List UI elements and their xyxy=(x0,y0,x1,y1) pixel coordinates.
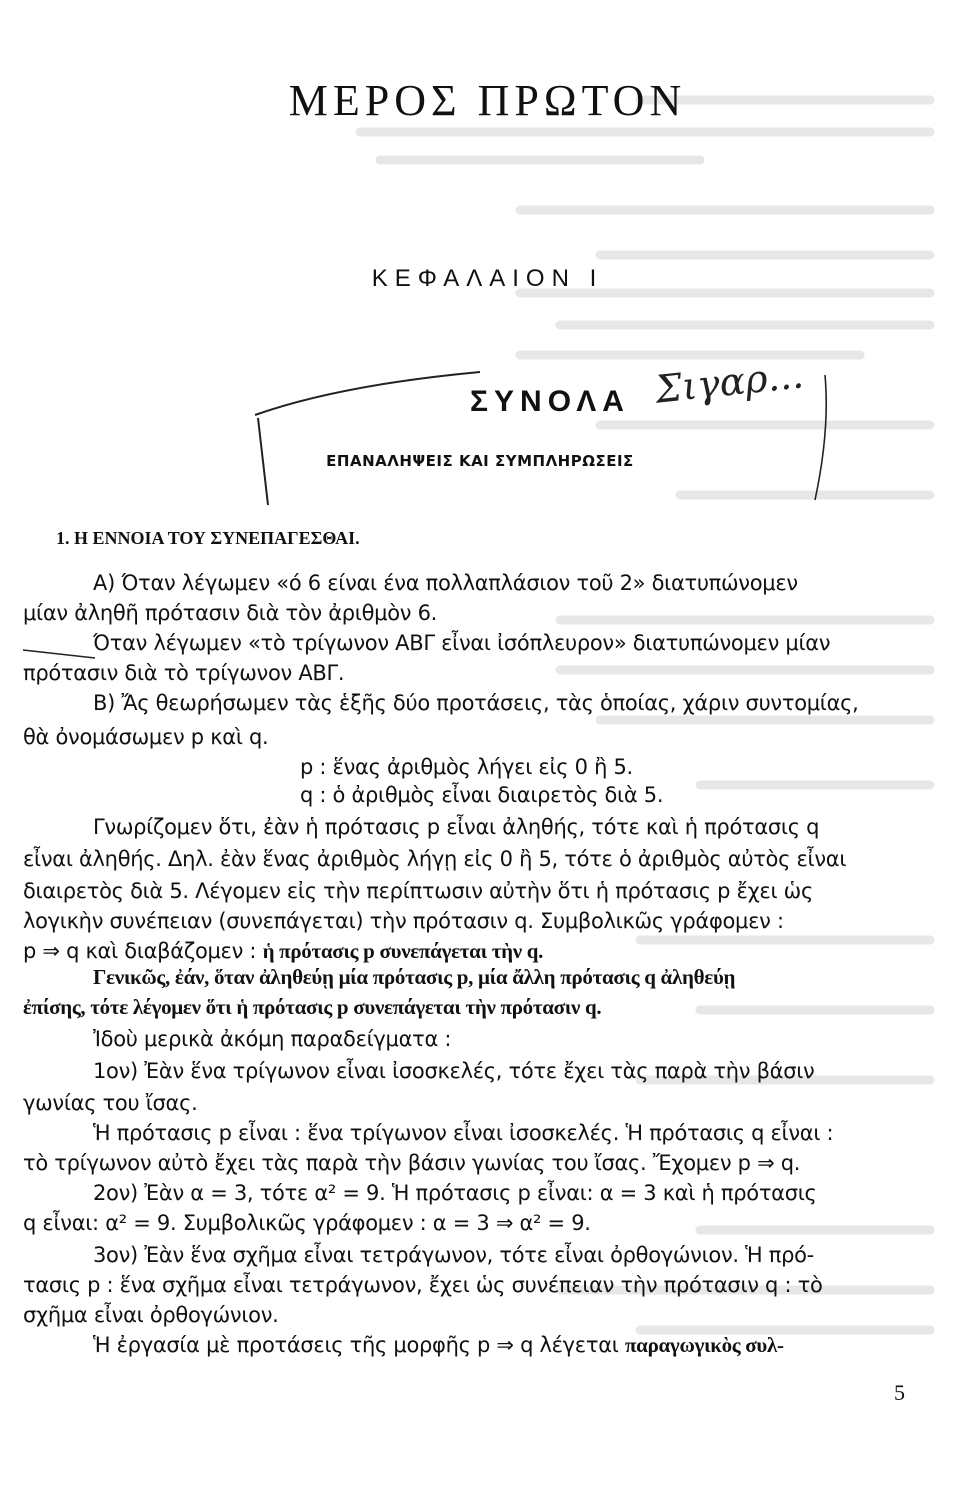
body-line: 2ον) Ἐὰν α = 3, τότε α² = 9. Ἡ πρότασις p εἶναι: α = 3 καὶ ἡ πρότασις xyxy=(93,1181,817,1205)
body-line: A) Όταν λέγωμεν «ό 6 είναι ένα πολλαπλάσιον τοῦ 2» διατυπώνομεν xyxy=(93,571,798,595)
body-text: p ⇒ q καὶ διαβάζομεν : xyxy=(23,939,263,963)
body-line-bold: Γενικῶς, ἐάν, ὅταν ἀληθεύῃ μία πρότασις p, μία ἄλλη πρότασις q ἀληθεύῃ xyxy=(93,965,736,989)
handwritten-note-text: Σιγαρ... xyxy=(653,352,806,412)
body-line: p : ἕνας ἀριθμὸς λήγει εἰς 0 ἢ 5. xyxy=(300,755,633,779)
body-line: εἶναι ἀληθής. Δηλ. ἐὰν ἕνας ἀριθμὸς λήγῃ εἰς 0 ἢ 5, τότε ὁ ἀριθμὸς αὐτὸς εἶναι xyxy=(23,847,847,871)
body-line: Ἰδοὺ μερικὰ ἀκόμη παραδείγματα : xyxy=(93,1027,452,1051)
body-line: θὰ ὀνομάσωμεν p καὶ q. xyxy=(23,725,269,749)
body-line: Ἡ πρότασις p εἶναι : ἕνα τρίγωνον εἶναι ἰσοσκελές. Ἡ πρότασις q εἶναι : xyxy=(93,1121,834,1145)
body-line: μίαν ἀληθῆ πρότασιν διὰ τὸν ἀριθμὸν 6. xyxy=(23,601,438,625)
body-line: 3ον) Ἐὰν ἕνα σχῆμα εἶναι τετράγωνον, τότε εἶναι ὀρθογώνιον. Ἡ πρό- xyxy=(93,1243,814,1267)
emphasis-text: παραγωγικὸς συλ- xyxy=(624,1333,784,1357)
body-line: q εἶναι: α² = 9. Συμβολικῶς γράφομεν : α = 3 ⇒ α² = 9. xyxy=(23,1211,591,1235)
body-line: λογικὴν συνέπειαν (συνεπάγεται) τὴν πρότασιν q. Συμβολικῶς γράφομεν : xyxy=(23,909,784,933)
body-line: Γνωρίζομεν ὅτι, ἐὰν ἡ πρότασις p εἶναι ἀληθής, τότε καὶ ἡ πρότασις q xyxy=(93,815,820,839)
chapter-title: ΚΕΦΑΛΑΙΟΝ Ι xyxy=(371,265,604,292)
body-line: γωνίας του ἴσας. xyxy=(23,1091,198,1115)
subsection-title: ΕΠΑΝΑΛΗΨΕΙΣ ΚΑΙ ΣΥΜΠΛΗΡΩΣΕΙΣ xyxy=(326,452,634,470)
emphasis-text: ἡ πρότασις p συνεπάγεται τὴν q. xyxy=(262,939,544,963)
body-text: Ἡ ἐργασία μὲ προτάσεις τῆς μορφῆς p ⇒ q λέγεται xyxy=(93,1333,625,1357)
body-line: τασις p : ἕνα σχῆμα εἶναι τετράγωνον, ἔχει ὡς συνέπειαν τὴν πρότασιν q : τὸ xyxy=(23,1273,823,1297)
body-line: 1ον) Ἐὰν ἕνα τρίγωνον εἶναι ἰσοσκελές, τότε ἔχει τὰς παρὰ τὴν βάσιν xyxy=(93,1059,815,1083)
body-line: q : ὁ ἀριθμὸς εἶναι διαιρετὸς διὰ 5. xyxy=(300,783,664,807)
body-line: Όταν λέγωμεν «τὸ τρίγωνον ΑΒΓ εἶναι ἰσόπλευρον» διατυπώνομεν μίαν xyxy=(93,631,831,655)
body-line: σχῆμα εἶναι ὀρθογώνιον. xyxy=(23,1303,279,1327)
page-number: 5 xyxy=(894,1380,905,1405)
page-title: ΜΕΡΟΣ ΠΡΩΤΟΝ xyxy=(288,76,687,125)
body-line: διαιρετὸς διὰ 5. Λέγομεν εἰς τὴν περίπτωσιν αὐτὴν ὅτι ἡ πρότασις p ἔχει ὡς xyxy=(23,879,813,903)
body-line: πρότασιν διὰ τὸ τρίγωνον ΑΒΓ. xyxy=(23,661,345,685)
body-line: B) Ἄς θεωρήσωμεν τὰς ἑξῆς δύο προτάσεις, τὰς ὁποίας, χάριν συντομίας, xyxy=(93,691,859,715)
section-title: ΣΥΝΟΛΑ xyxy=(470,385,630,418)
body-line xyxy=(93,1330,973,1360)
body-line-bold: ἐπίσης, τότε λέγομεν ὅτι ἡ πρότασις p συνεπάγεται τὴν πρότασιν q. xyxy=(23,995,602,1019)
body-line: τὸ τρίγωνον αὐτὸ ἔχει τὰς παρὰ τὴν βάσιν γωνίας του ἴσας. Ἔχομεν p ⇒ q. xyxy=(23,1151,801,1175)
paragraph-heading: 1. Η ΕΝΝΟΙΑ ΤΟΥ ΣΥΝΕΠΑΓΕΣΘΑΙ. xyxy=(56,528,360,548)
